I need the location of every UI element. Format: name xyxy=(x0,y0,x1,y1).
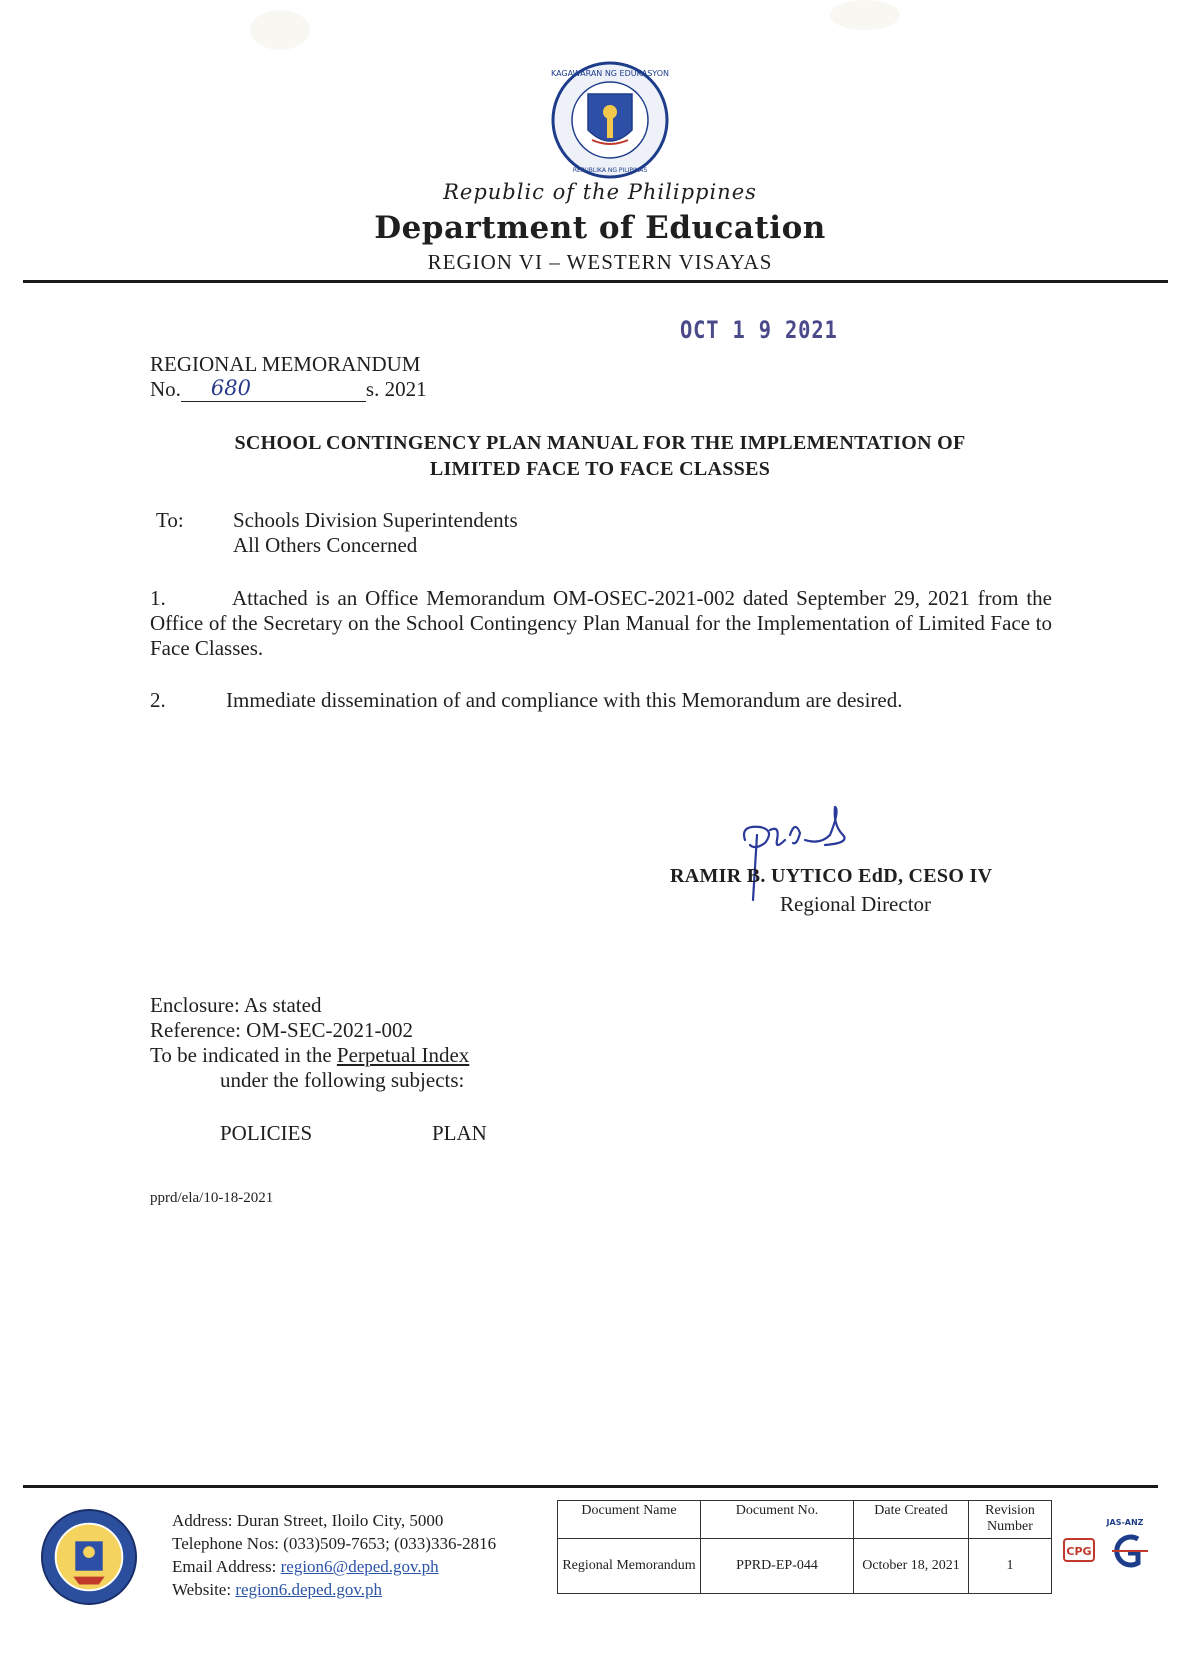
table-cell: PPRD-EP-044 xyxy=(701,1539,854,1594)
paragraph-1-text: Attached is an Office Memorandum OM-OSEC-2021-002 dated September 29, 2021 from the Office of the Secretary on the School Contingency Plan Manual for the Implementation of Limited Face to Face Classes. xyxy=(150,586,1052,660)
department-heading: Department of Education xyxy=(374,210,826,246)
header-divider xyxy=(23,280,1168,283)
memo-label: REGIONAL MEMORANDUM xyxy=(150,352,421,376)
perpetual-index-text: Perpetual Index xyxy=(336,1043,470,1067)
index-prefix: To be indicated in the xyxy=(150,1043,337,1067)
paragraph-1-number: 1. xyxy=(150,586,166,610)
region-heading: REGION VI – WESTERN VISAYAS xyxy=(427,250,773,274)
subject-policies: POLICIES xyxy=(220,1121,313,1145)
website-link[interactable]: region6.deped.gov.ph xyxy=(235,1580,382,1599)
signatory-name: RAMIR B. UYTICO EdD, CESO IV xyxy=(670,865,993,887)
table-cell: 1 xyxy=(969,1539,1052,1594)
seal-bottom-text: REPUBLIKA NG PILIPINAS xyxy=(572,167,648,174)
subject-line-1: SCHOOL CONTINGENCY PLAN MANUAL FOR THE IMPLEMENTATION OF xyxy=(234,432,966,454)
table-header-row xyxy=(558,1501,1052,1539)
memo-series: s. 2021 xyxy=(365,377,427,401)
paragraph-2-text: Immediate dissemination of and compliance with this Memorandum are desired. xyxy=(226,688,903,712)
memo-number-blank xyxy=(181,376,366,402)
document-info-table xyxy=(557,1500,1052,1594)
recipient-line-1: Schools Division Superintendents xyxy=(233,508,518,532)
jas-anz-label: JAS-ANZ xyxy=(1106,1518,1144,1527)
handwritten-signature xyxy=(735,805,870,905)
subject-plan: PLAN xyxy=(432,1121,487,1145)
enclosure-line: Enclosure: As stated xyxy=(150,993,322,1017)
paragraph-2 xyxy=(150,688,1052,713)
paragraph-1 xyxy=(150,586,1052,661)
date-stamp: OCT 1 9 2021 xyxy=(680,316,838,344)
recipient-line-2: All Others Concerned xyxy=(233,533,418,557)
table-header: Date Created xyxy=(854,1501,969,1539)
table-header: Document No. xyxy=(701,1501,854,1539)
paper-smudge xyxy=(830,0,900,30)
email-label: Email Address: xyxy=(172,1557,281,1576)
table-header: Document Name xyxy=(558,1501,701,1539)
reference-code: pprd/ela/10-18-2021 xyxy=(150,1190,274,1206)
seal-top-text: KAGAWARAN NG EDUKASYON xyxy=(550,69,670,78)
memo-number-handwritten: 680 xyxy=(210,376,252,400)
table-cell: Regional Memorandum xyxy=(558,1539,701,1594)
reference-line: Reference: OM-SEC-2021-002 xyxy=(150,1018,414,1042)
table-header: Revision Number xyxy=(969,1501,1052,1539)
footer-email-row xyxy=(172,1555,439,1578)
paragraph-2-number: 2. xyxy=(150,688,166,712)
table-cell: October 18, 2021 xyxy=(854,1539,969,1594)
signatory-title: Regional Director xyxy=(780,892,932,916)
index-line xyxy=(150,1043,469,1068)
memo-subject xyxy=(150,430,1050,482)
subjects-line: under the following subjects: xyxy=(220,1068,465,1092)
email-link[interactable]: region6@deped.gov.ph xyxy=(280,1557,439,1576)
memo-number-row xyxy=(150,377,427,402)
republic-heading: Republic of the Philippines xyxy=(443,180,757,204)
footer-website-row xyxy=(172,1578,382,1601)
subject-line-2: LIMITED FACE TO FACE CLASSES xyxy=(429,458,771,480)
deped-seal-logo xyxy=(550,60,670,180)
region6-logo xyxy=(40,1508,138,1606)
cpg-label: CPG xyxy=(1066,1545,1092,1558)
paper-smudge xyxy=(250,10,310,50)
website-label: Website: xyxy=(172,1580,236,1599)
memo-no-prefix: No. xyxy=(150,377,181,401)
to-label: To: xyxy=(156,508,184,532)
certification-badges xyxy=(1060,1513,1150,1588)
footer-telephone: Telephone Nos: (033)509-7653; (033)336-2816 xyxy=(172,1534,497,1553)
table-row xyxy=(558,1539,1052,1594)
footer-divider xyxy=(23,1485,1158,1488)
footer-address: Address: Duran Street, Iloilo City, 5000 xyxy=(172,1511,444,1530)
